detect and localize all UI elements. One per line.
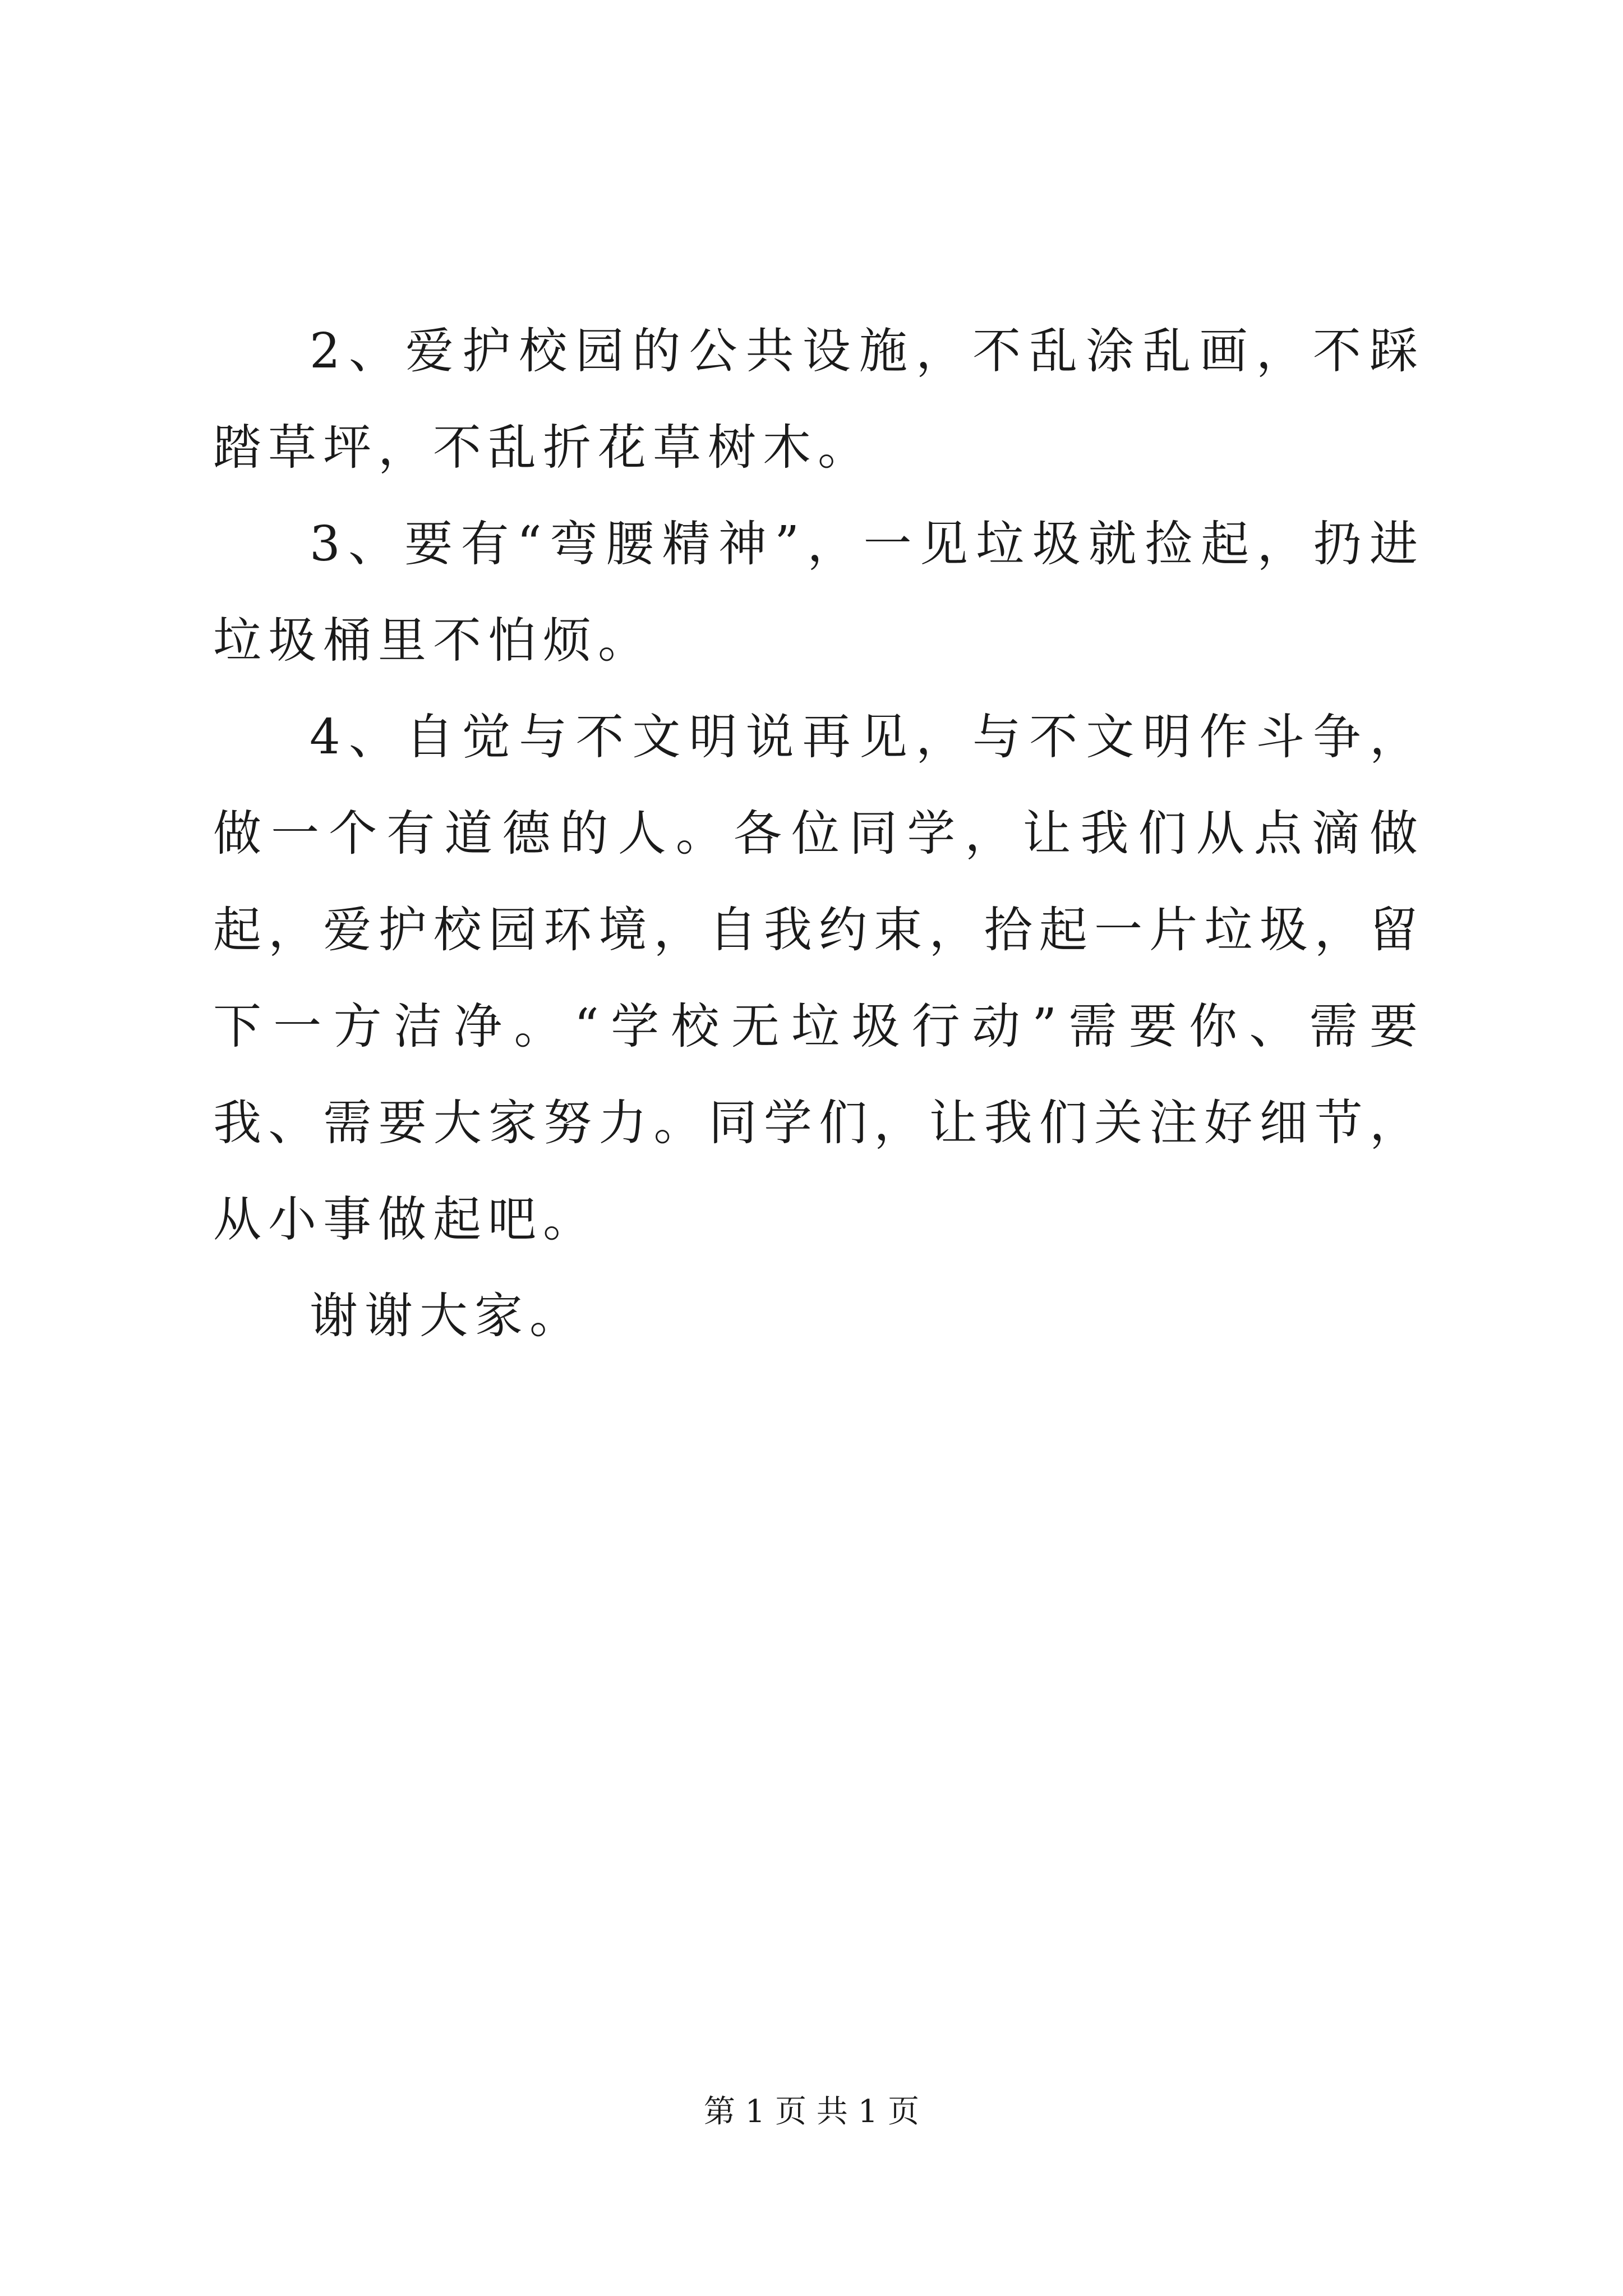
paragraph-item-2: 2、爱护校园的公共设施，不乱涂乱画，不踩踏草坪，不乱折花草树木。 — [213, 323, 1424, 476]
closing-paragraph: 谢谢大家。 — [310, 1288, 584, 1344]
paragraph-item-4: 4、自觉与不文明说再见，与不文明作斗争，做一个有道德的人。各位同学，让我们从点滴做起，爱护校园环境，自我约束，拾起一片垃圾，留下一方洁净。“学校无垃圾行动”需要你、需要我、需要大家努力。同学们，让我们关注好细节，从小事做起吧。 — [213, 709, 1424, 1248]
document-body — [213, 303, 1424, 1364]
page-footer: 第 1 页 共 1 页 — [703, 2093, 920, 2130]
paragraph-item-3: 3、要有“弯腰精神”，一见垃圾就捡起，扔进垃圾桶里不怕烦。 — [213, 516, 1424, 669]
